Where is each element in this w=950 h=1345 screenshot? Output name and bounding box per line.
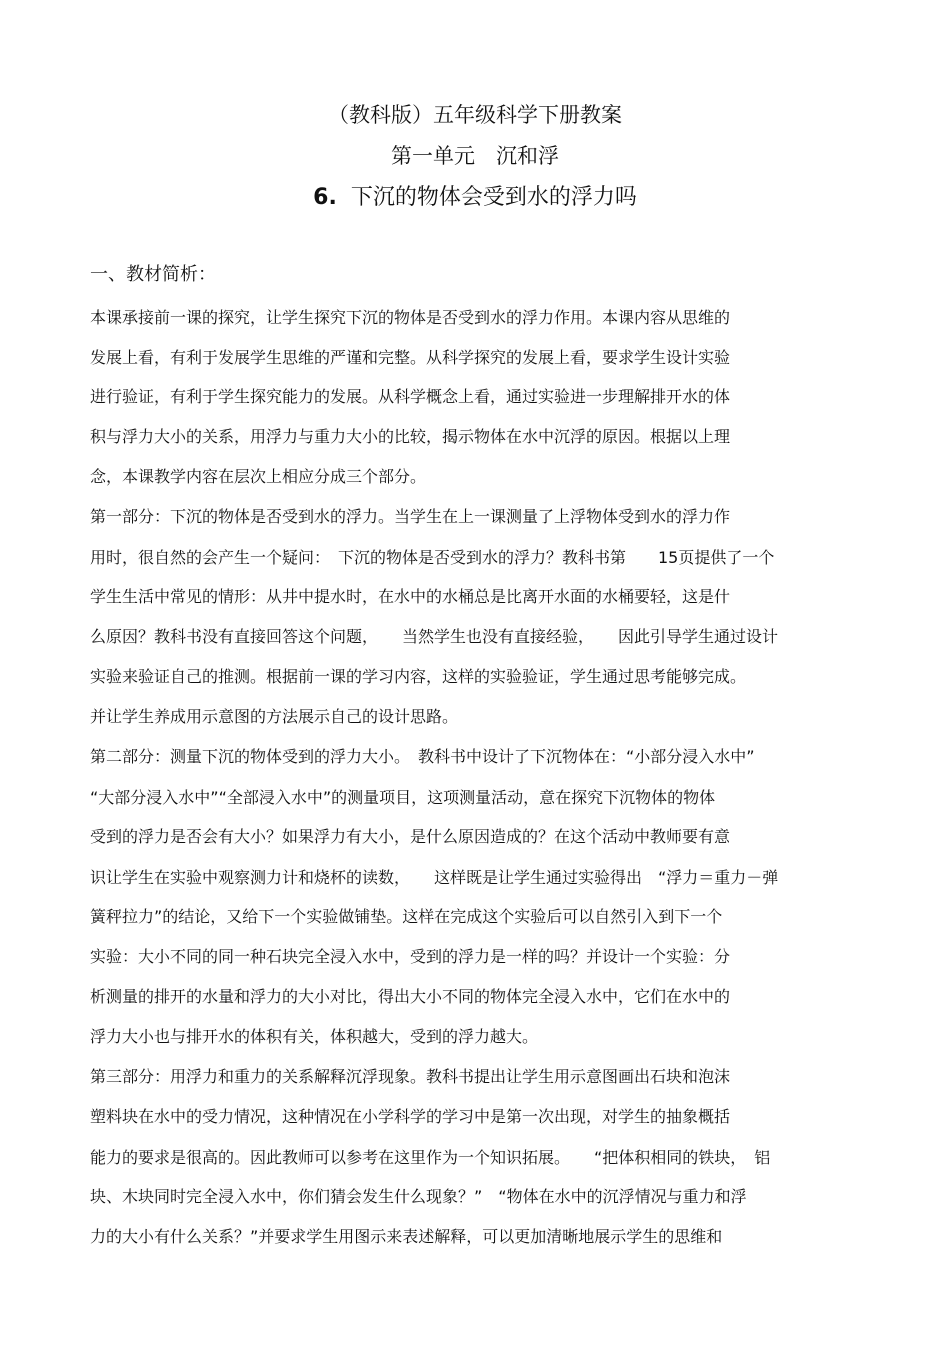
section-heading: 一、教材简析：	[90, 264, 216, 285]
unit-title: 第一单元 沉和浮	[391, 144, 559, 168]
paragraph-line: 实验来验证自己的推测。根据前一课的学习内容，这样的实验验证，学生通过思考能够完成。	[90, 667, 747, 686]
paragraph-line: 本课承接前一课的探究，让学生探究下沉的物体是否受到水的浮力作用。本课内容从思维的	[90, 308, 731, 327]
paragraph-line: 第三部分：用浮力和重力的关系解释沉浮现象。教科书提出让学生用示意图画出石块和泡沫	[90, 1067, 731, 1086]
paragraph-line: 积与浮力大小的关系，用浮力与重力大小的比较，揭示物体在水中沉浮的原因。根据以上理	[90, 427, 731, 446]
document-title: （教科版）五年级科学下册教案	[328, 103, 622, 127]
paragraph-line: 念，本课教学内容在层次上相应分成三个部分。	[90, 467, 427, 486]
paragraph-line: 用时，很自然的会产生一个疑问： 下沉的物体是否受到水的浮力？教科书第 15页提供了一个	[90, 548, 775, 567]
paragraph-line: 进行验证，有利于学生探究能力的发展。从科学概念上看，通过实验进一步理解排开水的体	[90, 387, 731, 406]
paragraph-line: 受到的浮力是否会有大小？如果浮力有大小，是什么原因造成的？在这个活动中教师要有意	[90, 827, 731, 846]
paragraph-line: 块、木块同时完全浸入水中，你们猜会发生什么现象？” “物体在水中的沉浮情况与重力和浮	[90, 1187, 747, 1206]
paragraph-line: “大部分浸入水中”“全部浸入水中”的测量项目，这项测量活动，意在探究下沉物体的物体	[90, 788, 716, 807]
paragraph-line: 么原因？教科书没有直接回答这个问题， 当然学生也没有直接经验， 因此引导学生通过设计	[90, 627, 779, 646]
paragraph-line: 实验：大小不同的同一种石块完全浸入水中，受到的浮力是一样的吗？并设计一个实验：分	[90, 947, 731, 966]
lesson-number: 6.	[313, 185, 337, 210]
paragraph-line: 并让学生养成用示意图的方法展示自己的设计思路。	[90, 707, 459, 726]
lesson-title: 下沉的物体会受到水的浮力吗	[350, 185, 637, 210]
paragraph-line: 浮力大小也与排开水的体积有关，体积越大，受到的浮力越大。	[90, 1027, 539, 1046]
paragraph-line: 能力的要求是很高的。因此教师可以参考在这里作为一个知识拓展。 “把体积相同的铁块， 铝	[90, 1148, 771, 1167]
paragraph-line: 发展上看，有利于发展学生思维的严谨和完整。从科学探究的发展上看，要求学生设计实验	[90, 348, 731, 367]
paragraph-line: 第一部分：下沉的物体是否受到水的浮力。当学生在上一课测量了上浮物体受到水的浮力作	[90, 507, 731, 526]
paragraph-line: 第二部分：测量下沉的物体受到的浮力大小。 教科书中设计了下沉物体在：“小部分浸入水中”	[90, 747, 755, 766]
paragraph-line: 塑料块在水中的受力情况，这种情况在小学科学的学习中是第一次出现，对学生的抽象概括	[90, 1107, 731, 1126]
lesson-title-row	[0, 184, 950, 212]
paragraph-line: 析测量的排开的水量和浮力的大小对比，得出大小不同的物体完全浸入水中，它们在水中的	[90, 987, 731, 1006]
paragraph-line: 识让学生在实验中观察测力计和烧杯的读数， 这样既是让学生通过实验得出 “浮力＝重力－弹	[90, 868, 779, 887]
paragraph-line: 簧秤拉力”的结论，又给下一个实验做铺垫。这样在完成这个实验后可以自然引入到下一个	[90, 907, 723, 926]
paragraph-line: 力的大小有什么关系？”并要求学生用图示来表述解释，可以更加清晰地展示学生的思维和	[90, 1227, 723, 1246]
paragraph-line: 学生生活中常见的情形：从井中提水时，在水中的水桶总是比离开水面的水桶要轻，这是什	[90, 587, 731, 606]
